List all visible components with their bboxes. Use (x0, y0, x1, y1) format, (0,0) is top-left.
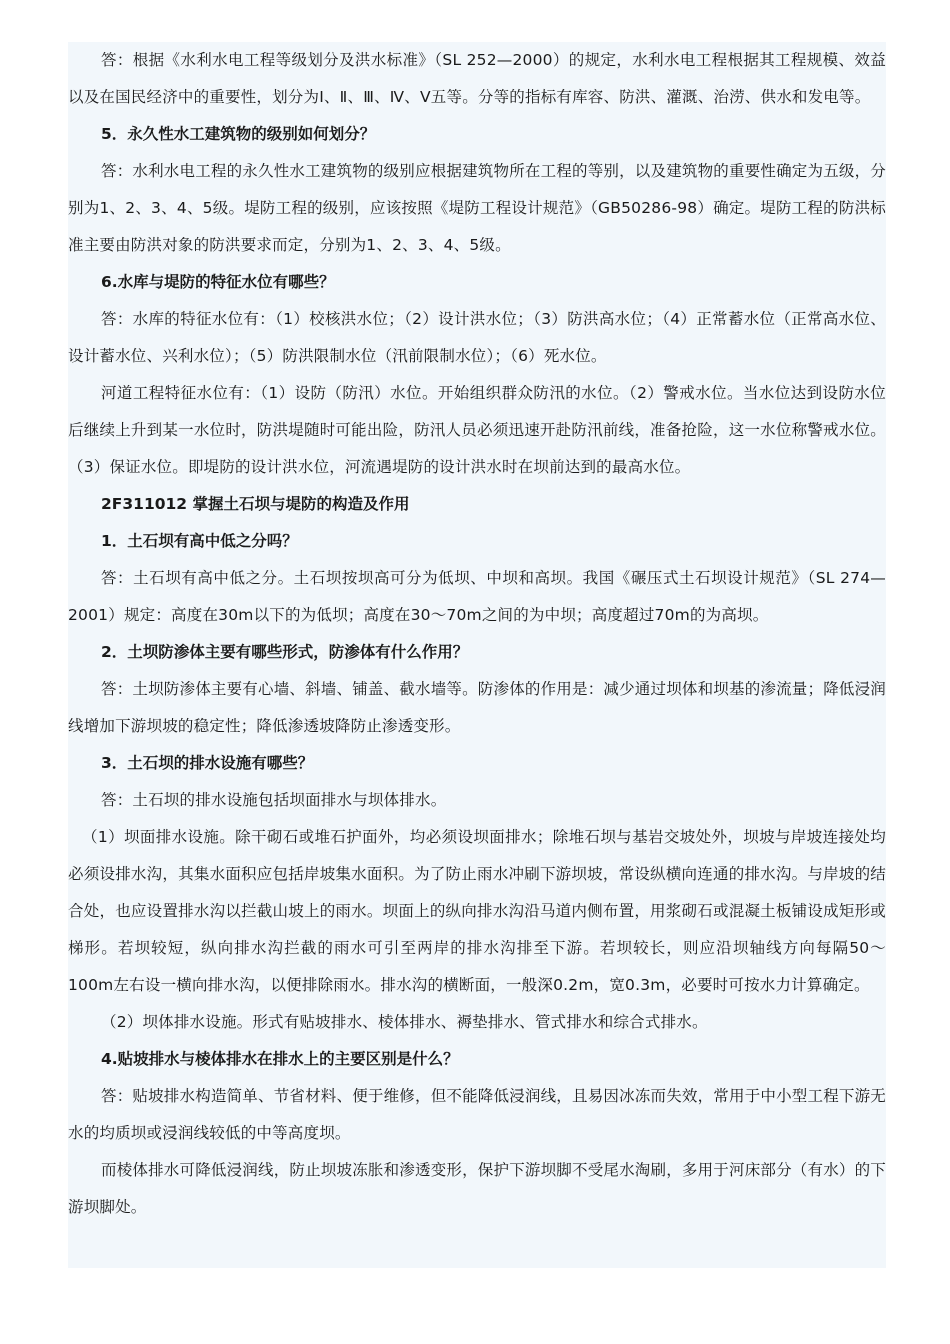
question-s2-heading: 2．土坝防渗体主要有哪些形式，防渗体有什么作用？ (101, 643, 469, 661)
answer-6-reservoir-paragraph: 答：水库的特征水位有：（1）校核洪水位；（2）设计洪水位；（3）防洪高水位；（4）正常蓄水位（正常高水位、设计蓄水位、兴利水位）；（5）防洪限制水位（汛前限制水位）；（6）死水位。 (68, 310, 886, 365)
section-heading: 2F311012 掌握土石坝与堤防的构造及作用 (101, 495, 410, 513)
answer-s4-paragraph: 答：贴坡排水构造简单、节省材料、便于维修，但不能降低浸润线，且易因冰冻而失效，常用于中小型工程下游无水的均质坝或浸润线较低的中等高度坝。 (68, 1087, 887, 1142)
answer-s1-paragraph: 答：土石坝有高中低之分。土石坝按坝高可分为低坝、中坝和高坝。我国《碾压式土石坝设计规范》（SL 274—2001）规定：高度在30m以下的为低坝；高度在30～70m之间的为中坝；高度超过70m的为高坝。 (68, 569, 886, 624)
answer-s3-body-drainage-paragraph: （2）坝体排水设施。形式有贴坡排水、棱体排水、褥垫排水、管式排水和综合式排水。 (101, 1013, 708, 1031)
answer-6-river-paragraph: 河道工程特征水位有：（1）设防（防汛）水位。开始组织群众防汛的水位。（2）警戒水位。当水位达到设防水位后继续上升到某一水位时，防洪堤随时可能出险，防汛人员必须迅速开赴防汛前线，准备抢险，这一水位称警戒水位。（3）保证水位。即堤防的设计洪水位，河流遇堤防的设计洪水时在坝前达到的最高水位。 (68, 384, 886, 476)
question-s1-heading: 1．土石坝有高中低之分吗？ (101, 532, 298, 550)
answer-paragraph-grading: 答：根据《水利水电工程等级划分及洪水标准》（SL 252—2000）的规定，水利水电工程根据其工程规模、效益以及在国民经济中的重要性，划分为Ⅰ、Ⅱ、Ⅲ、Ⅳ、Ⅴ五等。分等的指标有库容、防洪、灌溉、治涝、供水和发电等。 (68, 51, 886, 106)
answer-5-paragraph: 答：水利水电工程的永久性水工建筑物的级别应根据建筑物所在工程的等别，以及建筑物的重要性确定为五级，分别为1、2、3、4、5级。堤防工程的级别，应该按照《堤防工程设计规范》（GB50286-98）确定。堤防工程的防洪标准主要由防洪对象的防洪要求而定，分别为1、2、3、4、5级。 (68, 162, 887, 254)
answer-s2-paragraph: 答：土坝防渗体主要有心墙、斜墙、铺盖、截水墙等。防渗体的作用是：减少通过坝体和坝基的渗流量；降低浸润线增加下游坝坡的稳定性；降低渗透坡降防止渗透变形。 (68, 680, 887, 735)
document-body (68, 42, 886, 1268)
question-5-heading: 5．永久性水工建筑物的级别如何划分？ (101, 125, 376, 143)
question-s4-heading: 4.贴坡排水与棱体排水在排水上的主要区别是什么？ (101, 1050, 459, 1068)
answer-s3-paragraph: 答：土石坝的排水设施包括坝面排水与坝体排水。 (101, 791, 447, 809)
answer-s3-surface-drainage-paragraph: （1）坝面排水设施。除干砌石或堆石护面外，均必须设坝面排水；除堆石坝与基岩交坡处外，坝坡与岸坡连接处均必须设排水沟，其集水面积应包括岸坡集水面积。为了防止雨水冲刷下游坝坡，常设纵横向连通的排水沟。与岸坡的结合处，也应设置排水沟以拦截山坡上的雨水。坝面上的纵向排水沟沿马道内侧布置，用浆砌石或混凝土板铺设成矩形或梯形。若坝较短，纵向排水沟拦截的雨水可引至两岸的排水沟排至下游。若坝较长，则应沿坝轴线方向每隔50～100m左右设一横向排水沟，以便排除雨水。排水沟的横断面，一般深0.2m，宽0.3m，必要时可按水力计算确定。 (68, 828, 886, 994)
answer-s4-prism-paragraph: 而棱体排水可降低浸润线，防止坝坡冻胀和渗透变形，保护下游坝脚不受尾水淘刷，多用于河床部分（有水）的下游坝脚处。 (68, 1161, 887, 1216)
question-6-heading: 6.水库与堤防的特征水位有哪些？ (101, 273, 335, 291)
question-s3-heading: 3．土石坝的排水设施有哪些？ (101, 754, 314, 772)
